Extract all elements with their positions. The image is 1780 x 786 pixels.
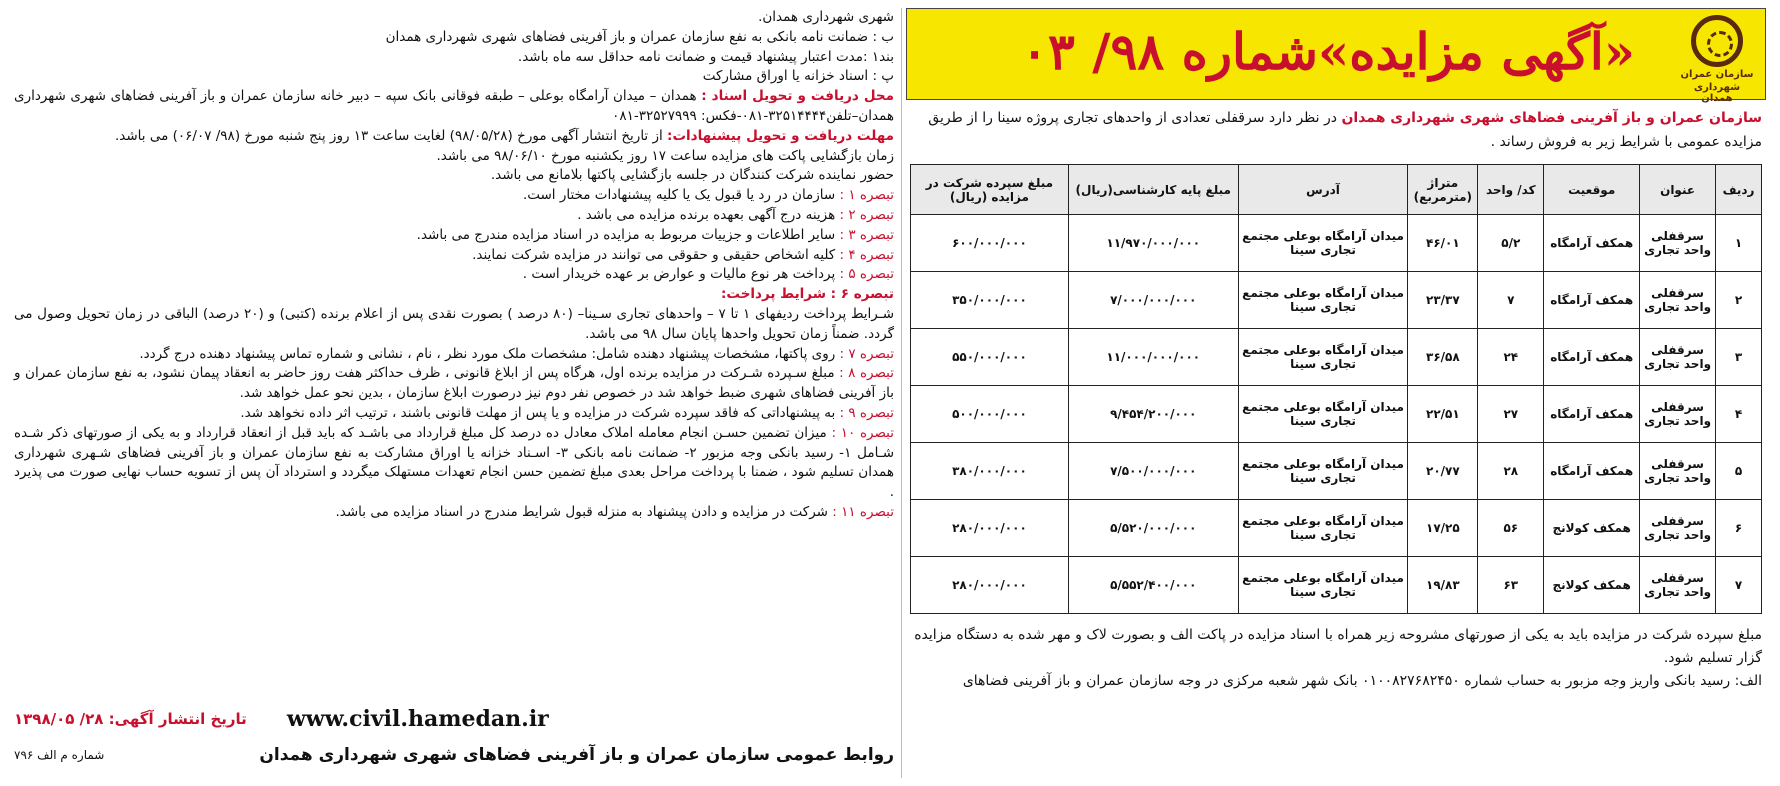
table-row [911, 215, 1762, 272]
org-logo [1679, 15, 1755, 104]
note-1-text: سازمان در رد یا قبول یک یا کلیه پیشنهادات مختار است. [522, 187, 840, 204]
note-4-text: کلیه اشخاص حقیقی و حقوقی می توانند در مزایده شرکت نمایند. [472, 246, 840, 263]
cell-address: میدان آرامگاه بوعلی مجتمع تجاری سینا [1238, 443, 1408, 500]
cell-row-number: ۱ [1716, 215, 1762, 272]
cell-title: سرقفلی واحد تجاری [1640, 443, 1716, 500]
attendance: حضور نماینده شرکت کنندگان در جلسه بازگشایی پاکتها بلامانع می باشد. [490, 167, 894, 184]
cell-row-number: ۶ [1716, 500, 1762, 557]
cell-address: میدان آرامگاه بوعلی مجتمع تجاری سینا [1238, 215, 1408, 272]
deposit-note: مبلغ سپرده شرکت در مزایده باید به یکی از صورتهای مشروحه زیر همراه با اسناد مزایده در پاکت الف و بصورت لاک و مهر شده به دستگاه مزایده گزار تسلیم شود. [914, 627, 1762, 666]
docs-location-label: محل دریافت و تحویل اسناد : [701, 88, 894, 105]
table-row [911, 443, 1762, 500]
cell-title: سرقفلی واحد تجاری [1640, 500, 1716, 557]
cell-unit-code: ۵/۲ [1478, 215, 1544, 272]
note-9-label: تبصره ۹ : [839, 404, 894, 421]
note-9 [14, 404, 894, 424]
website-link[interactable]: www.civil.hamedan.ir [286, 706, 549, 732]
cell-unit-code: ۷ [1478, 272, 1544, 329]
table-row [911, 557, 1762, 614]
note-2-text: هزینه درج آگهی بعهده برنده مزایده می باشد . [577, 206, 840, 223]
pubdate-row [14, 706, 894, 732]
cell-area: ۱۷/۲۵ [1408, 500, 1478, 557]
col-location: موقعیت [1544, 165, 1640, 215]
note-1 [14, 186, 894, 206]
cell-area: ۴۶/۰۱ [1408, 215, 1478, 272]
note-8-label: تبصره ۸ : [839, 365, 895, 382]
docs-location [14, 87, 894, 127]
column-divider [901, 8, 902, 778]
cell-title: سرقفلی واحد تجاری [1640, 386, 1716, 443]
cell-base-price: ۷/۵۰۰/۰۰۰/۰۰۰ [1068, 443, 1238, 500]
cell-title: سرقفلی واحد تجاری [1640, 215, 1716, 272]
col-address: آدرس [1238, 165, 1408, 215]
cell-title: سرقفلی واحد تجاری [1640, 272, 1716, 329]
cell-base-price: ۷/۰۰۰/۰۰۰/۰۰۰ [1068, 272, 1238, 329]
auction-items-table [910, 164, 1762, 614]
cell-address: میدان آرامگاه بوعلی مجتمع تجاری سینا [1238, 272, 1408, 329]
note-2 [14, 206, 894, 226]
opening-time: زمان بازگشایی پاکت های مزایده ساعت ۱۷ روز یکشنبه مورخ ۹۸/۰۶/۱۰ می باشد. [436, 147, 894, 164]
note-10-text: میزان تضمین حسـن انجام معامله املاک معادل ده درصد کل مبلغ قرارداد می باشـد که باید قبل از انعقاد قرارداد و به یکی از صورتهای ذکر شـده شـامل ۱- رسید بانکی وجه مزبور ۲- ضمانت نامه بانکی ۳- اسـناد خزانه یا اوراق مشارکت به نفع سازمان عمران و باز آفرینی فضاهای شـهری شهرداری همدان تسلیم شود ، ضمنا با پرداخت مراحل بعدی مبلغ تضمین حسن انجام تعهدات مستهلک میگردد و استرداد آن پس از تسویه حساب نهایی صورت می پذیرد . [14, 424, 895, 501]
cell-location: همکف آرامگاه [1544, 386, 1640, 443]
cell-row-number: ۲ [1716, 272, 1762, 329]
note-7-text: روی پاکتها، مشخصات پیشنهاد دهنده شامل: مشخصات ملک مورد نظر ، نام ، نشانی و شماره تماس پیشنهاد دهنده درج گردد. [139, 345, 840, 362]
cell-address: میدان آرامگاه بوعلی مجتمع تجاری سینا [1238, 386, 1408, 443]
cell-deposit: ۳۸۰/۰۰۰/۰۰۰ [911, 443, 1069, 500]
cell-unit-code: ۲۸ [1478, 443, 1544, 500]
cell-unit-code: ۲۷ [1478, 386, 1544, 443]
note-8 [14, 364, 894, 404]
docs-location-text: همدان – میدان آرامگاه بوعلی – طبقه فوقانی بانک سپه – دبیر خانه سازمان عمران و باز آفرینی فضاهای شهری شهرداری همدان–تلفن۳۲۵۱۴۴۴۴-۰۸۱-فکس: ۳۲۵۲۷۹۹۹-۰۸۱ [14, 88, 894, 124]
note-9-text: به پیشنهاداتی که فاقد سپرده شرکت در مزایده و یا پس از مهلت قانونی باشند ، ترتیب اثر داده نخواهد شد. [240, 404, 840, 421]
cell-base-price: ۱۱/۹۷۰/۰۰۰/۰۰۰ [1068, 215, 1238, 272]
cell-row-number: ۴ [1716, 386, 1762, 443]
table-row [911, 272, 1762, 329]
cell-unit-code: ۵۶ [1478, 500, 1544, 557]
note-3 [14, 226, 894, 246]
note-7-label: تبصره ۷ : [839, 345, 894, 362]
table-header-row [911, 165, 1762, 215]
left-column [14, 8, 894, 778]
col-deposit: مبلغ سپرده شرکت در مزایده (ریال) [911, 165, 1069, 215]
footer-row [14, 746, 894, 766]
note-7 [14, 345, 894, 365]
note-5-text: پرداخت هر نوع مالیات و عوارض بر عهده خریدار است . [522, 266, 840, 283]
cell-row-number: ۷ [1716, 557, 1762, 614]
col-unit-code: کد/ واحد [1478, 165, 1544, 215]
cell-deposit: ۵۵۰/۰۰۰/۰۰۰ [911, 329, 1069, 386]
right-column [906, 8, 1766, 778]
cell-area: ۲۳/۳۷ [1408, 272, 1478, 329]
intro-text: در نظر دارد سرقفلی تعدادی از واحدهای تجاری پروژه سینا را از طریق مزایده عمومی با شرایط زیر به فروش رساند . [928, 110, 1762, 150]
publish-date: تاریخ انتشار آگهی: ۲۸/ ۱۳۹۸/۰۵ [14, 710, 247, 728]
deadline-text: از تاریخ انتشار آگهی مورخ (۹۸/۰۵/۲۸) لغایت ساعت ۱۳ روز پنج شنبه مورخ (۹۸/ ۰۶/۰۷) می باشد. [114, 127, 668, 144]
cell-deposit: ۶۰۰/۰۰۰/۰۰۰ [911, 215, 1069, 272]
note-11-text: شرکت در مزایده و دادن پیشنهاد به منزله قبول شرایط مندرج در اسناد مزایده می باشد. [335, 503, 833, 520]
cell-base-price: ۱۱/۰۰۰/۰۰۰/۰۰۰ [1068, 329, 1238, 386]
cell-deposit: ۲۸۰/۰۰۰/۰۰۰ [911, 500, 1069, 557]
note-2-label: تبصره ۲ : [839, 206, 894, 223]
cell-row-number: ۵ [1716, 443, 1762, 500]
note-5 [14, 265, 894, 285]
cell-area: ۱۹/۸۳ [1408, 557, 1478, 614]
clause-1: بند۱ :مدت اعتبار پیشنهاد قیمت و ضمانت نامه حداقل سه ماه باشد. [517, 48, 894, 65]
cell-area: ۳۶/۵۸ [1408, 329, 1478, 386]
cell-area: ۲۰/۷۷ [1408, 443, 1478, 500]
note-4-label: تبصره ۴ : [839, 246, 894, 263]
note-6-text: شـرایط پرداخت ردیفهای ۱ تا ۷ – واحدهای تجاری سـینا– (۸۰ درصد ) بصورت نقدی پس از اعلام برنده (کتبی) و (۲۰ درصد) الباقی در زمان تحویل وصول می گردد. ضمناً زمان تحویل واحدها پایان سال ۹۸ می باشد. [14, 305, 895, 342]
cell-row-number: ۳ [1716, 329, 1762, 386]
cell-deposit: ۵۰۰/۰۰۰/۰۰۰ [911, 386, 1069, 443]
table-row [911, 329, 1762, 386]
cell-title: سرقفلی واحد تجاری [1640, 329, 1716, 386]
note-11-label: تبصره ۱۱ : [832, 503, 894, 520]
note-5-label: تبصره ۵ : [839, 266, 894, 283]
col-row-number: ردیف [1716, 165, 1762, 215]
note-11 [14, 503, 894, 523]
note-3-label: تبصره ۳ : [839, 226, 894, 243]
cell-base-price: ۵/۵۲۰/۰۰۰/۰۰۰ [1068, 500, 1238, 557]
cell-area: ۲۲/۵۱ [1408, 386, 1478, 443]
note-10-label: تبصره ۱۰ : [831, 424, 894, 441]
cell-location: همکف کولانج [1544, 500, 1640, 557]
cell-location: همکف آرامگاه [1544, 329, 1640, 386]
reference-number: شماره م الف ۷۹۶ [14, 748, 105, 762]
cell-location: همکف آرامگاه [1544, 215, 1640, 272]
deposit-option-a: الف: رسید بانکی واریز وجه مزبور به حساب شماره ۰۱۰۰۸۲۷۶۸۲۴۵۰ بانک شهر شعبه مرکزی در وجه سازمان عمران و باز آفرینی فضاهای [962, 673, 1762, 689]
cell-address: میدان آرامگاه بوعلی مجتمع تجاری سینا [1238, 557, 1408, 614]
cell-unit-code: ۶۳ [1478, 557, 1544, 614]
note-3-text: سایر اطلاعات و جزییات مربوط به مزایده در اسناد مزایده مندرج می باشد. [416, 226, 840, 243]
header-banner [906, 8, 1766, 104]
page-title: «آگهی مزایده»شماره ۹۸/ ۰۳ [1021, 22, 1635, 81]
guarantee-b: ب : ضمانت نامه بانکی به نفع سازمان عمران و باز آفرینی فضاهای شهری شهرداری همدان [385, 28, 894, 45]
table-row [911, 386, 1762, 443]
cont-line: شهری شهرداری همدان. [758, 9, 894, 25]
cell-base-price: ۹/۴۵۴/۲۰۰/۰۰۰ [1068, 386, 1238, 443]
public-relations: روابط عمومی سازمان عمران و باز آفرینی فضاهای شهری شهرداری همدان [259, 745, 894, 765]
intro-paragraph [906, 106, 1766, 154]
cell-location: همکف کولانج [1544, 557, 1640, 614]
note-6-heading: تبصره ۶ : شرایط پرداخت: [721, 286, 894, 303]
note-8-text: مبلغ سـپرده شـرکت در مزایده برنده اول، هرگاه پس از ابلاغ قانونی ، ظرف حداکثر هفت روز حاضر به انعقاد پیمان نشود، به نفع سازمان عمران و باز آفرینی فضاهای شهری ضبط خواهد شد در خصوص نفر دوم نیز درصورت ابلاغ سازمان ، بدین نحو عمل خواهد شد. [14, 365, 894, 402]
note-1-label: تبصره ۱ : [839, 187, 894, 204]
logo-emblem-icon [1691, 15, 1743, 67]
note-10 [14, 424, 894, 503]
cell-unit-code: ۲۴ [1478, 329, 1544, 386]
table-row [911, 500, 1762, 557]
col-base-price: مبلغ پایه کارشناسی(ریال) [1068, 165, 1238, 215]
col-title: عنوان [1640, 165, 1716, 215]
deadline-label: مهلت دریافت و تحویل پیشنهادات: [667, 127, 894, 144]
cell-deposit: ۳۵۰/۰۰۰/۰۰۰ [911, 272, 1069, 329]
cell-deposit: ۲۸۰/۰۰۰/۰۰۰ [911, 557, 1069, 614]
cell-address: میدان آرامگاه بوعلی مجتمع تجاری سینا [1238, 500, 1408, 557]
deadline [14, 127, 894, 147]
cell-address: میدان آرامگاه بوعلی مجتمع تجاری سینا [1238, 329, 1408, 386]
cell-location: همکف آرامگاه [1544, 443, 1640, 500]
cell-title: سرقفلی واحد تجاری [1640, 557, 1716, 614]
intro-org: سازمان عمران و باز آفرینی فضاهای شهری شهرداری همدان [1341, 110, 1762, 126]
note-4 [14, 246, 894, 266]
cell-base-price: ۵/۵۵۲/۴۰۰/۰۰۰ [1068, 557, 1238, 614]
cell-location: همکف آرامگاه [1544, 272, 1640, 329]
logo-line1: سازمان عمران [1680, 69, 1754, 80]
guarantee-p: پ : اسناد خزانه یا اوراق مشارکت [702, 68, 894, 85]
col-area: متراژ (مترمربع) [1408, 165, 1478, 215]
logo-line2: شهرداری همدان [1693, 82, 1741, 104]
